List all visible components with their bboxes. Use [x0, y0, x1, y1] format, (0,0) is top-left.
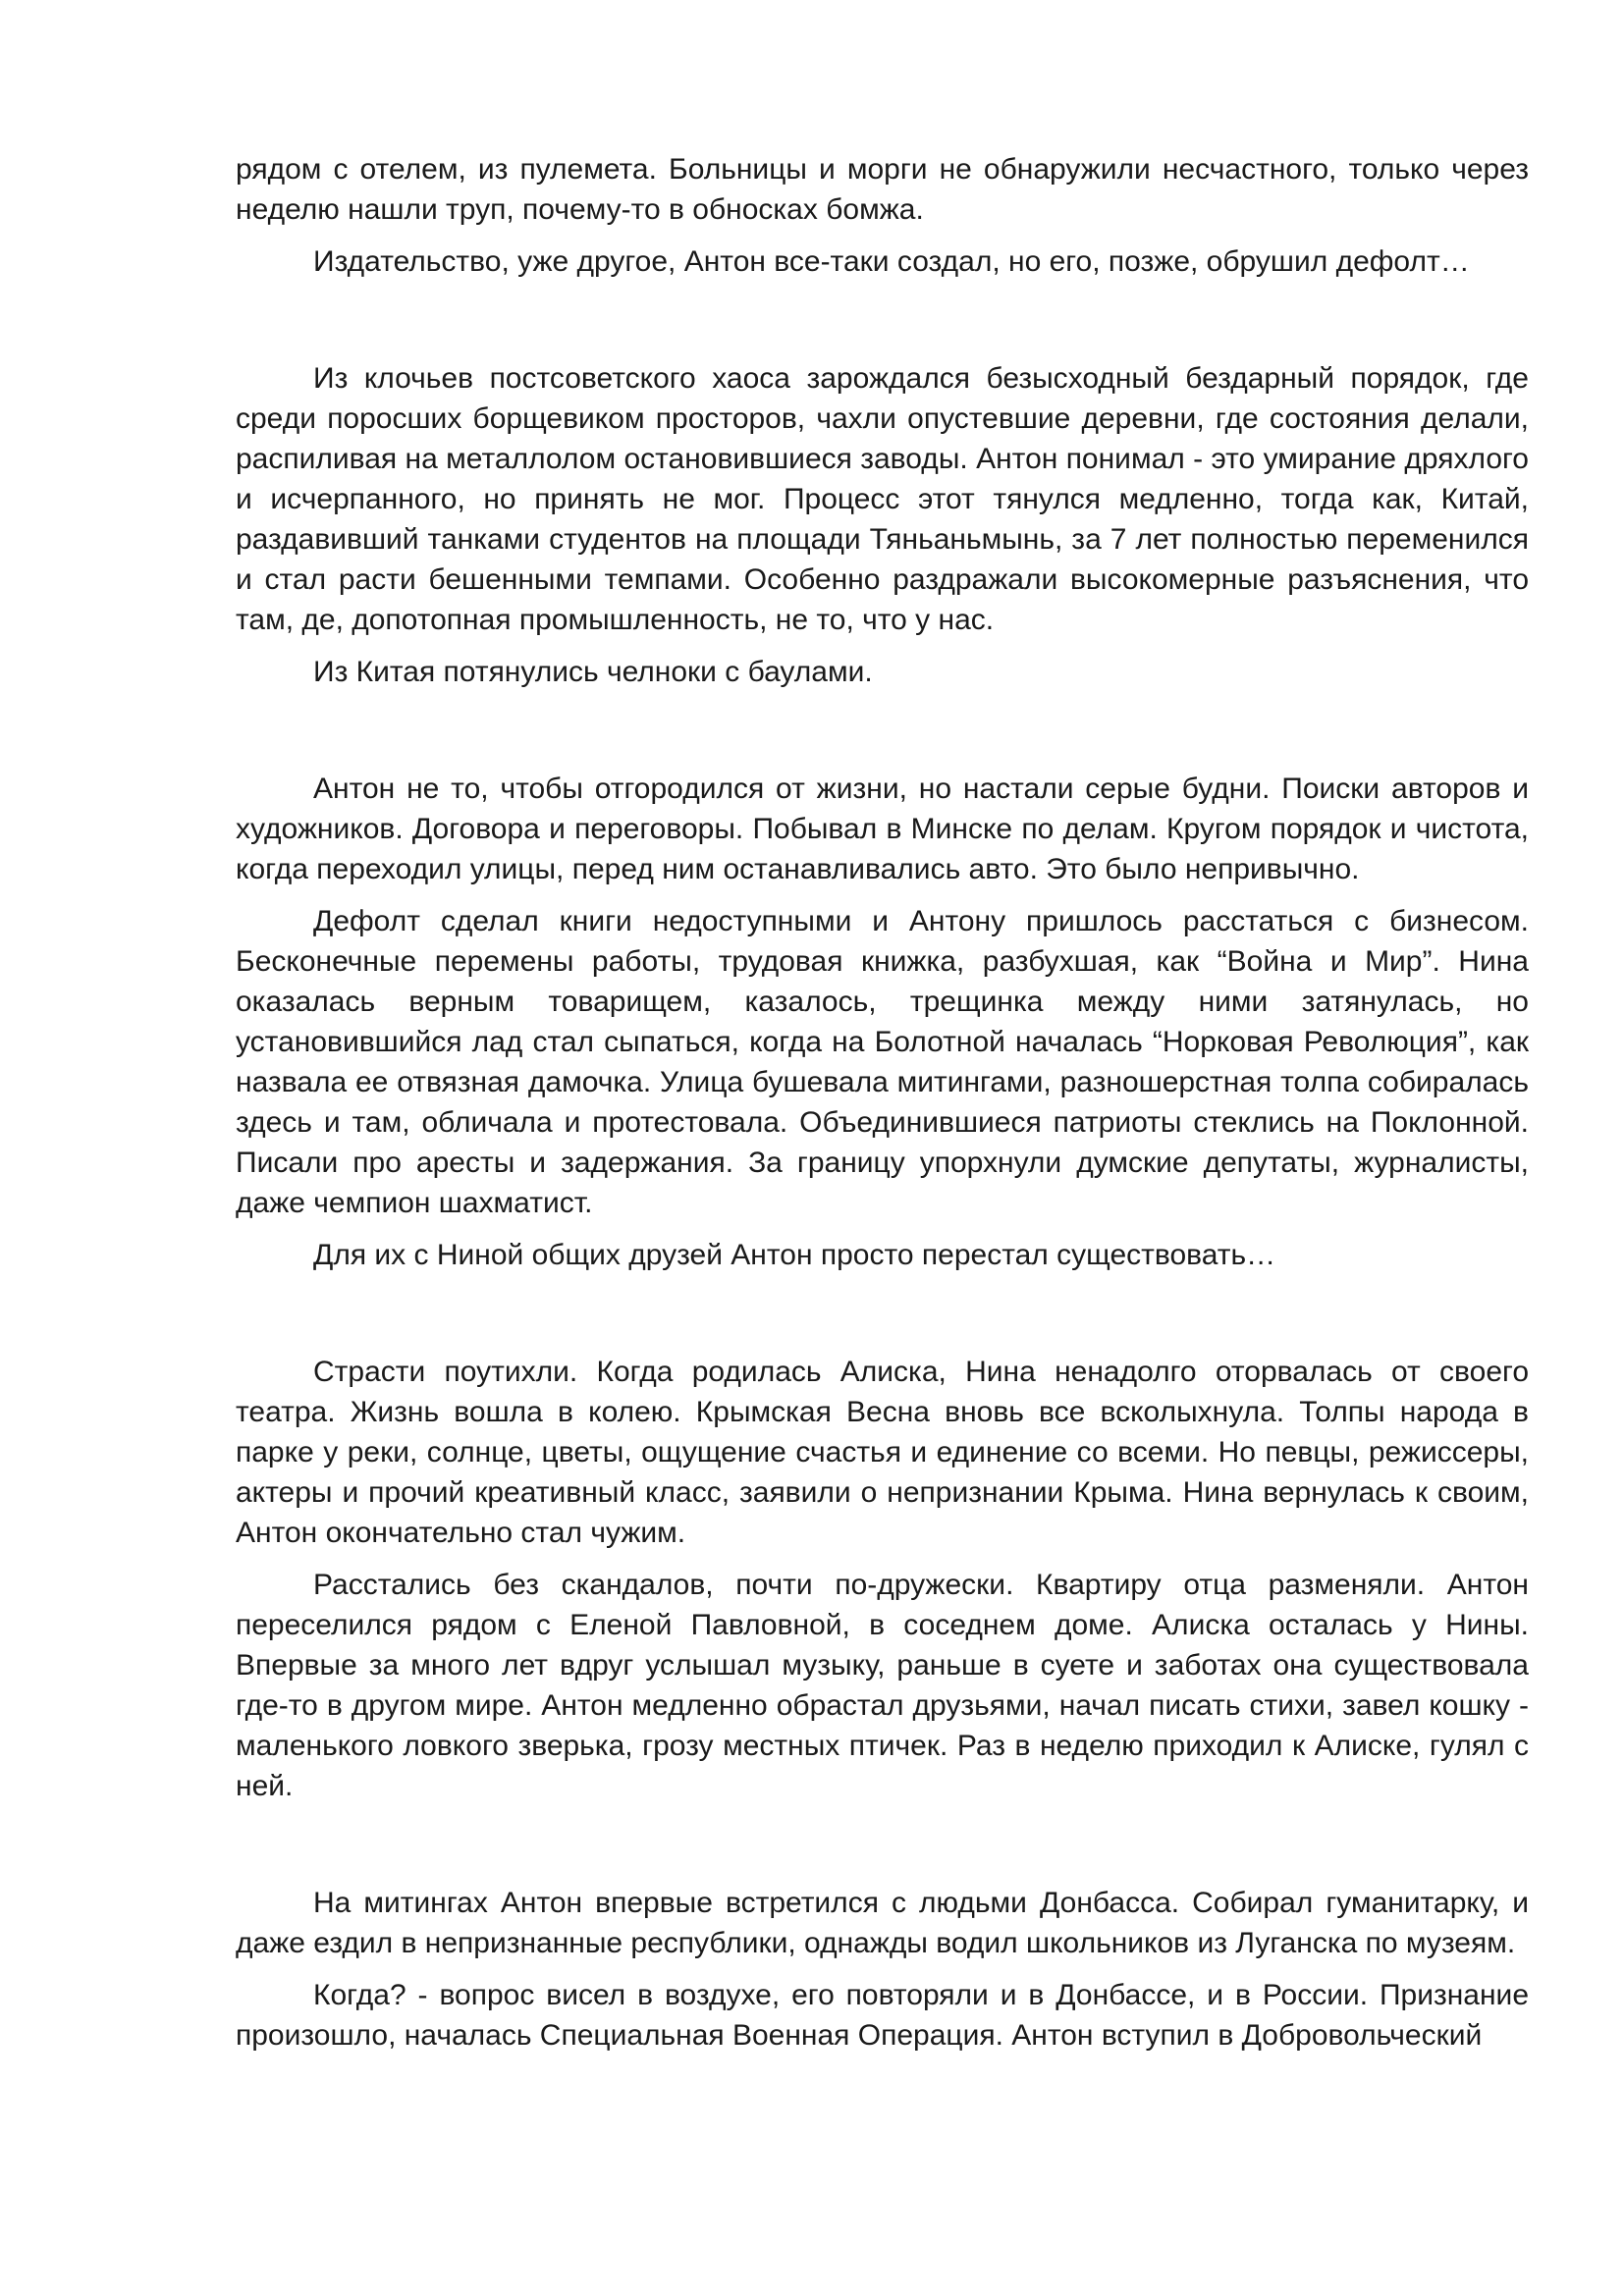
paragraph-4: Из Китая потянулись челноки с баулами. [313, 656, 873, 688]
paragraph-9: Расстались без скандалов, почти по-дружески. Квартиру отца разменяли. Антон переселился рядом с Еленой Павловной, в соседнем доме. Алиска осталась у Нины. Впервые за много лет вдруг услышал музыку, раньше в суете и заботах она существовала где-то в другом мире. Антон медленно обрастал друзьями, начал писать стихи, завел кошку - маленького ловкого зверька, грозу местных птичек. Раз в неделю приходил к Алиске, гулял с ней. [236, 1569, 1529, 1802]
paragraph-11: Когда? - вопрос висел в воздухе, его повторяли и в Донбассе, и в России. Признание произошло, началась Специальная Военная Операция. Антон вступил в Добровольческий [236, 1979, 1529, 2052]
document-body [236, 149, 1529, 2067]
paragraph-5: Антон не то, чтобы отгородился от жизни, но настали серые будни. Поиски авторов и художников. Договора и переговоры. Побывал в Минске по делам. Кругом порядок и чистота, когда переходил улицы, перед ним останавливались авто. Это было непривычно. [236, 773, 1529, 885]
paragraph-3: Из клочьев постсоветского хаоса зарождался безысходный бездарный порядок, где среди поросших борщевиком просторов, чахли опустевшие деревни, где состояния делали, распиливая на металлолом остановившиеся заводы. Антон понимал - это умирание дряхлого и исчерпанного, но принять не мог. Процесс этот тянулся медленно, тогда как, Китай, раздавивший танками студентов на площади Тяньаньмынь, за 7 лет полностью переменился и стал расти бешенными темпами. Особенно раздражали высокомерные разъяснения, что там, де, допотопная промышленность, не то, что у нас. [236, 362, 1529, 636]
paragraph-1: рядом с отелем, из пулемета. Больницы и морги не обнаружили несчастного, только через неделю нашли труп, почему-то в обносках бомжа. [236, 153, 1529, 226]
section-break [236, 704, 1529, 769]
section-break [236, 294, 1529, 358]
paragraph-10: На митингах Антон впервые встретился с людьми Донбасса. Собирал гуманитарку, и даже ездил в непризнанные республики, однажды водил школьников из Луганска по музеям. [236, 1887, 1529, 1959]
paragraph-2: Издательство, уже другое, Антон все-таки создал, но его, позже, обрушил дефолт… [313, 245, 1470, 278]
paragraph-7: Для их с Ниной общих друзей Антон просто перестал существовать… [313, 1239, 1276, 1271]
paragraph-8: Страсти поутихли. Когда родилась Алиска, Нина ненадолго оторвалась от своего театра. Жизнь вошла в колею. Крымская Весна вновь все всколыхнула. Толпы народа в парке у реки, солнце, цветы, ощущение счастья и единение со всеми. Но певцы, режиссеры, актеры и прочий креативный класс, заявили о непризнании Крыма. Нина вернулась к своим, Антон окончательно стал чужим. [236, 1356, 1529, 1549]
paragraph-6: Дефолт сделал книги недоступными и Антону пришлось расстаться с бизнесом. Бесконечные перемены работы, трудовая книжка, разбухшая, как “Война и Мир”. Нина оказалась верным товарищем, казалось, трещинка между ними затянулась, но установившийся лад стал сыпаться, когда на Болотной началась “Норковая Революция”, как назвала ее отвязная дамочка. Улица бушевала митингами, разношерстная толпа собиралась здесь и там, обличала и протестовала. Объединившиеся патриоты стеклись на Поклонной. Писали про аресты и задержания. За границу упорхнули думские депутаты, журналисты, даже чемпион шахматист. [236, 905, 1529, 1219]
section-break [236, 1818, 1529, 1883]
section-break [236, 1287, 1529, 1352]
